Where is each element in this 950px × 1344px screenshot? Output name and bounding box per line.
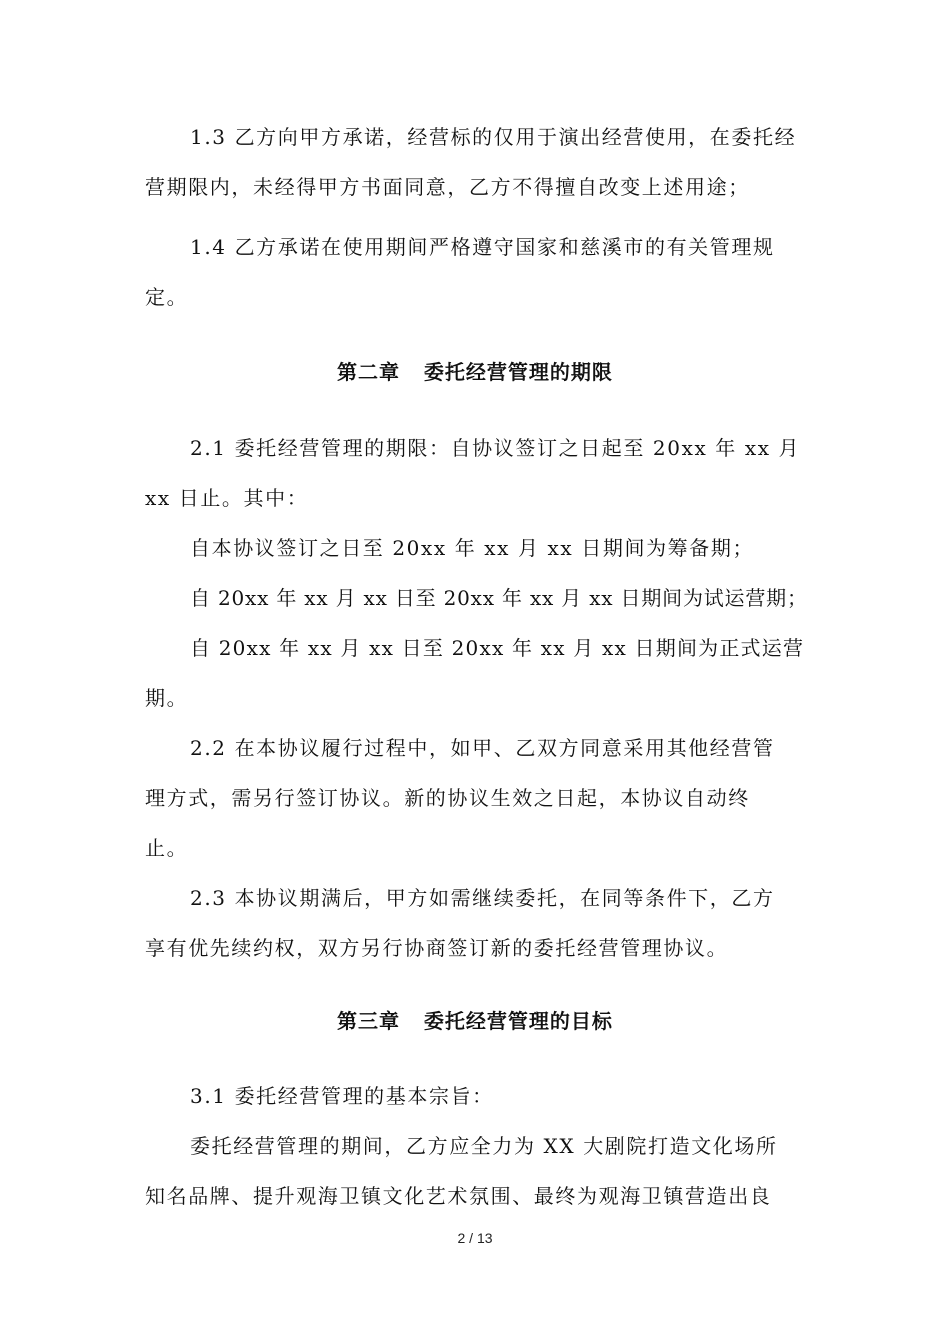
paragraph-3-1-line-2: 委托经营管理的期间，乙方应全力为 XX 大剧院打造文化场所 (190, 1134, 778, 1158)
paragraph-1-4-line-2: 定。 (145, 285, 189, 309)
paragraph-2-2-line-3: 止。 (145, 836, 189, 860)
paragraph-2-3-line-2: 享有优先续约权，双方另行协商签订新的委托经营管理协议。 (145, 936, 729, 960)
chapter-2-heading: 第二章 委托经营管理的期限 (337, 360, 613, 384)
paragraph-2-2-line-2: 理方式，需另行签订协议。新的协议生效之日起，本协议自动终 (145, 786, 750, 810)
paragraph-1-3-line-1: 1.3 乙方向甲方承诺，经营标的仅用于演出经营使用，在委托经 (190, 125, 797, 149)
paragraph-3-1-line-1: 3.1 委托经营管理的基本宗旨： (190, 1084, 494, 1108)
paragraph-3-1-line-3: 知名品牌、提升观海卫镇文化艺术氛围、最终为观海卫镇营造出良 (145, 1184, 772, 1208)
paragraph-2-1-line-5: 自 20xx 年 xx 月 xx 日至 20xx 年 xx 月 xx 日期间为正式运营 (190, 636, 805, 660)
paragraph-2-1-line-1: 2.1 委托经营管理的期限：自协议签订之日起至 20xx 年 xx 月 (190, 436, 801, 460)
paragraph-2-1-line-3: 自本协议签订之日至 20xx 年 xx 月 xx 日期间为筹备期； (190, 536, 755, 560)
paragraph-2-1-line-6: 期。 (145, 686, 189, 710)
chapter-3-heading: 第三章 委托经营管理的目标 (337, 1009, 613, 1033)
paragraph-2-1-line-4: 自 20xx 年 xx 月 xx 日至 20xx 年 xx 月 xx 日期间为试运营期； (190, 586, 808, 610)
paragraph-1-4-line-1: 1.4 乙方承诺在使用期间严格遵守国家和慈溪市的有关管理规 (190, 235, 775, 259)
paragraph-1-3-line-2: 营期限内，未经得甲方书面同意，乙方不得擅自改变上述用途； (145, 175, 750, 199)
paragraph-2-2-line-1: 2.2 在本协议履行过程中，如甲、乙双方同意采用其他经营管 (190, 736, 775, 760)
page-number: 2 / 13 (457, 1230, 493, 1246)
paragraph-2-1-line-2: xx 日止。其中： (145, 486, 309, 510)
paragraph-2-3-line-1: 2.3 本协议期满后，甲方如需继续委托，在同等条件下，乙方 (190, 886, 775, 910)
